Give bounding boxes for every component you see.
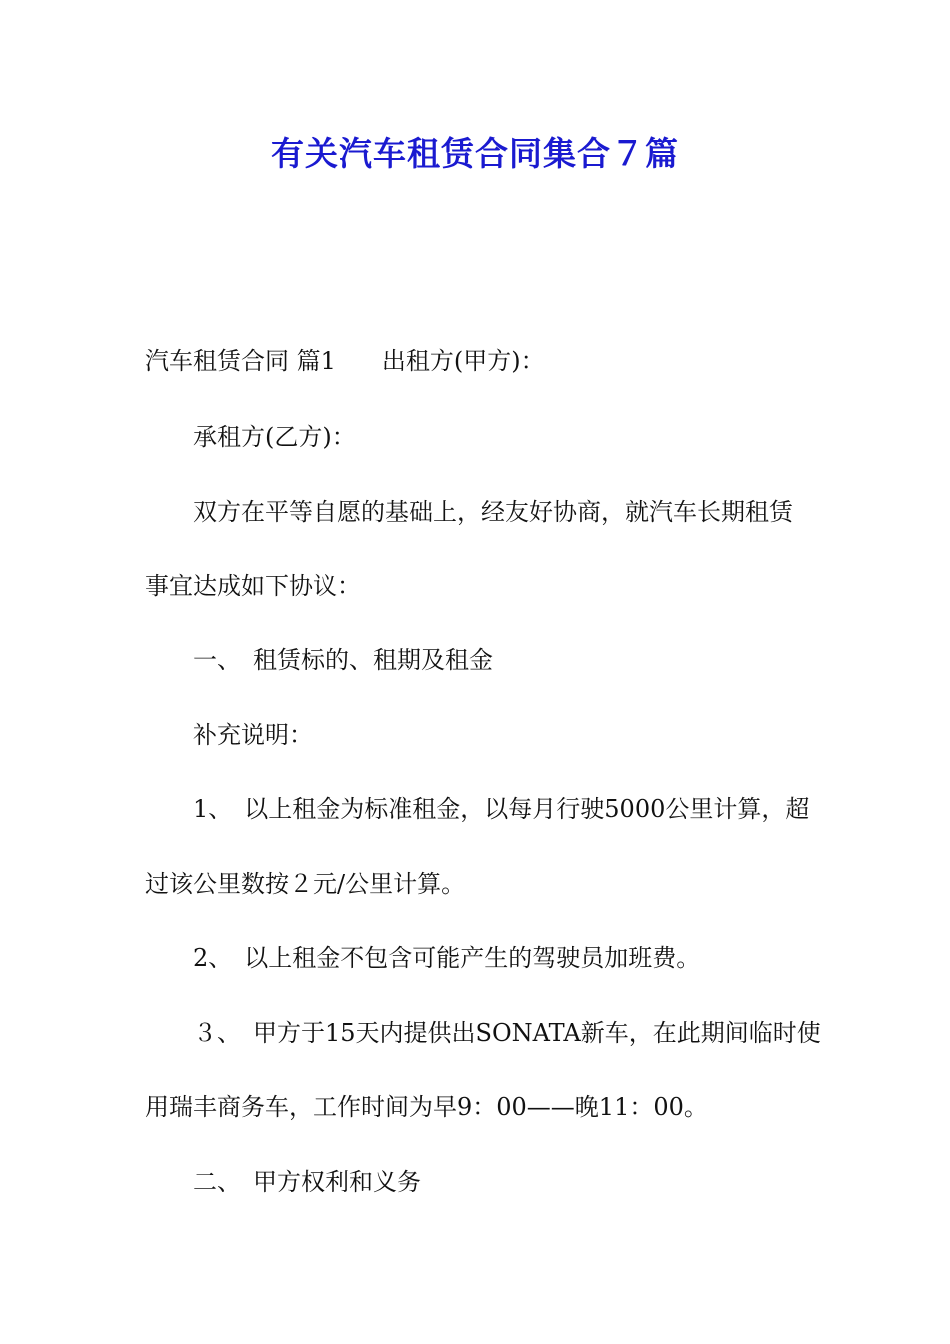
item-3-line-2: 用瑞丰商务车，工作时间为早9：00——晚11：00。 (145, 1093, 708, 1121)
item-2-text: 以上租金不包含可能产生的驾驶员加班费。 (244, 944, 701, 972)
lessor-label: 出租方(甲方)： (381, 347, 545, 375)
section-header-line (145, 346, 545, 376)
item-3-number: ３、 (193, 1019, 241, 1047)
item-2-line (193, 943, 700, 973)
heading-2 (193, 1167, 421, 1197)
intro-line-2: 事宜达成如下协议： (145, 572, 361, 600)
item-1-line-1 (193, 794, 809, 824)
heading-1-text: 租赁标的、租期及租金 (253, 646, 493, 674)
heading-1-number: 一、 (193, 646, 241, 674)
item-1-line-2: 过该公里数按２元/公里计算。 (145, 870, 466, 898)
item-1-text-line-1: 以上租金为标准租金，以每月行驶5000公里计算，超 (244, 795, 810, 823)
section-label: 汽车租赁合同 篇1 (145, 347, 336, 375)
lessee-label: 承租方(乙方)： (193, 423, 356, 451)
item-2-number: 2、 (193, 944, 233, 972)
supplement-label: 补充说明： (193, 721, 313, 749)
item-3-text-line-1: 甲方于15天内提供出SONATA新车，在此期间临时使 (253, 1019, 821, 1047)
item-3-line-1 (193, 1018, 821, 1048)
heading-2-text: 甲方权利和义务 (253, 1168, 421, 1196)
heading-1 (193, 645, 493, 675)
item-1-number: 1、 (193, 795, 233, 823)
intro-line-1: 双方在平等自愿的基础上，经友好协商，就汽车长期租赁 (193, 498, 793, 526)
document-title: 有关汽车租赁合同集合７篇 (271, 134, 679, 173)
heading-2-number: 二、 (193, 1168, 241, 1196)
